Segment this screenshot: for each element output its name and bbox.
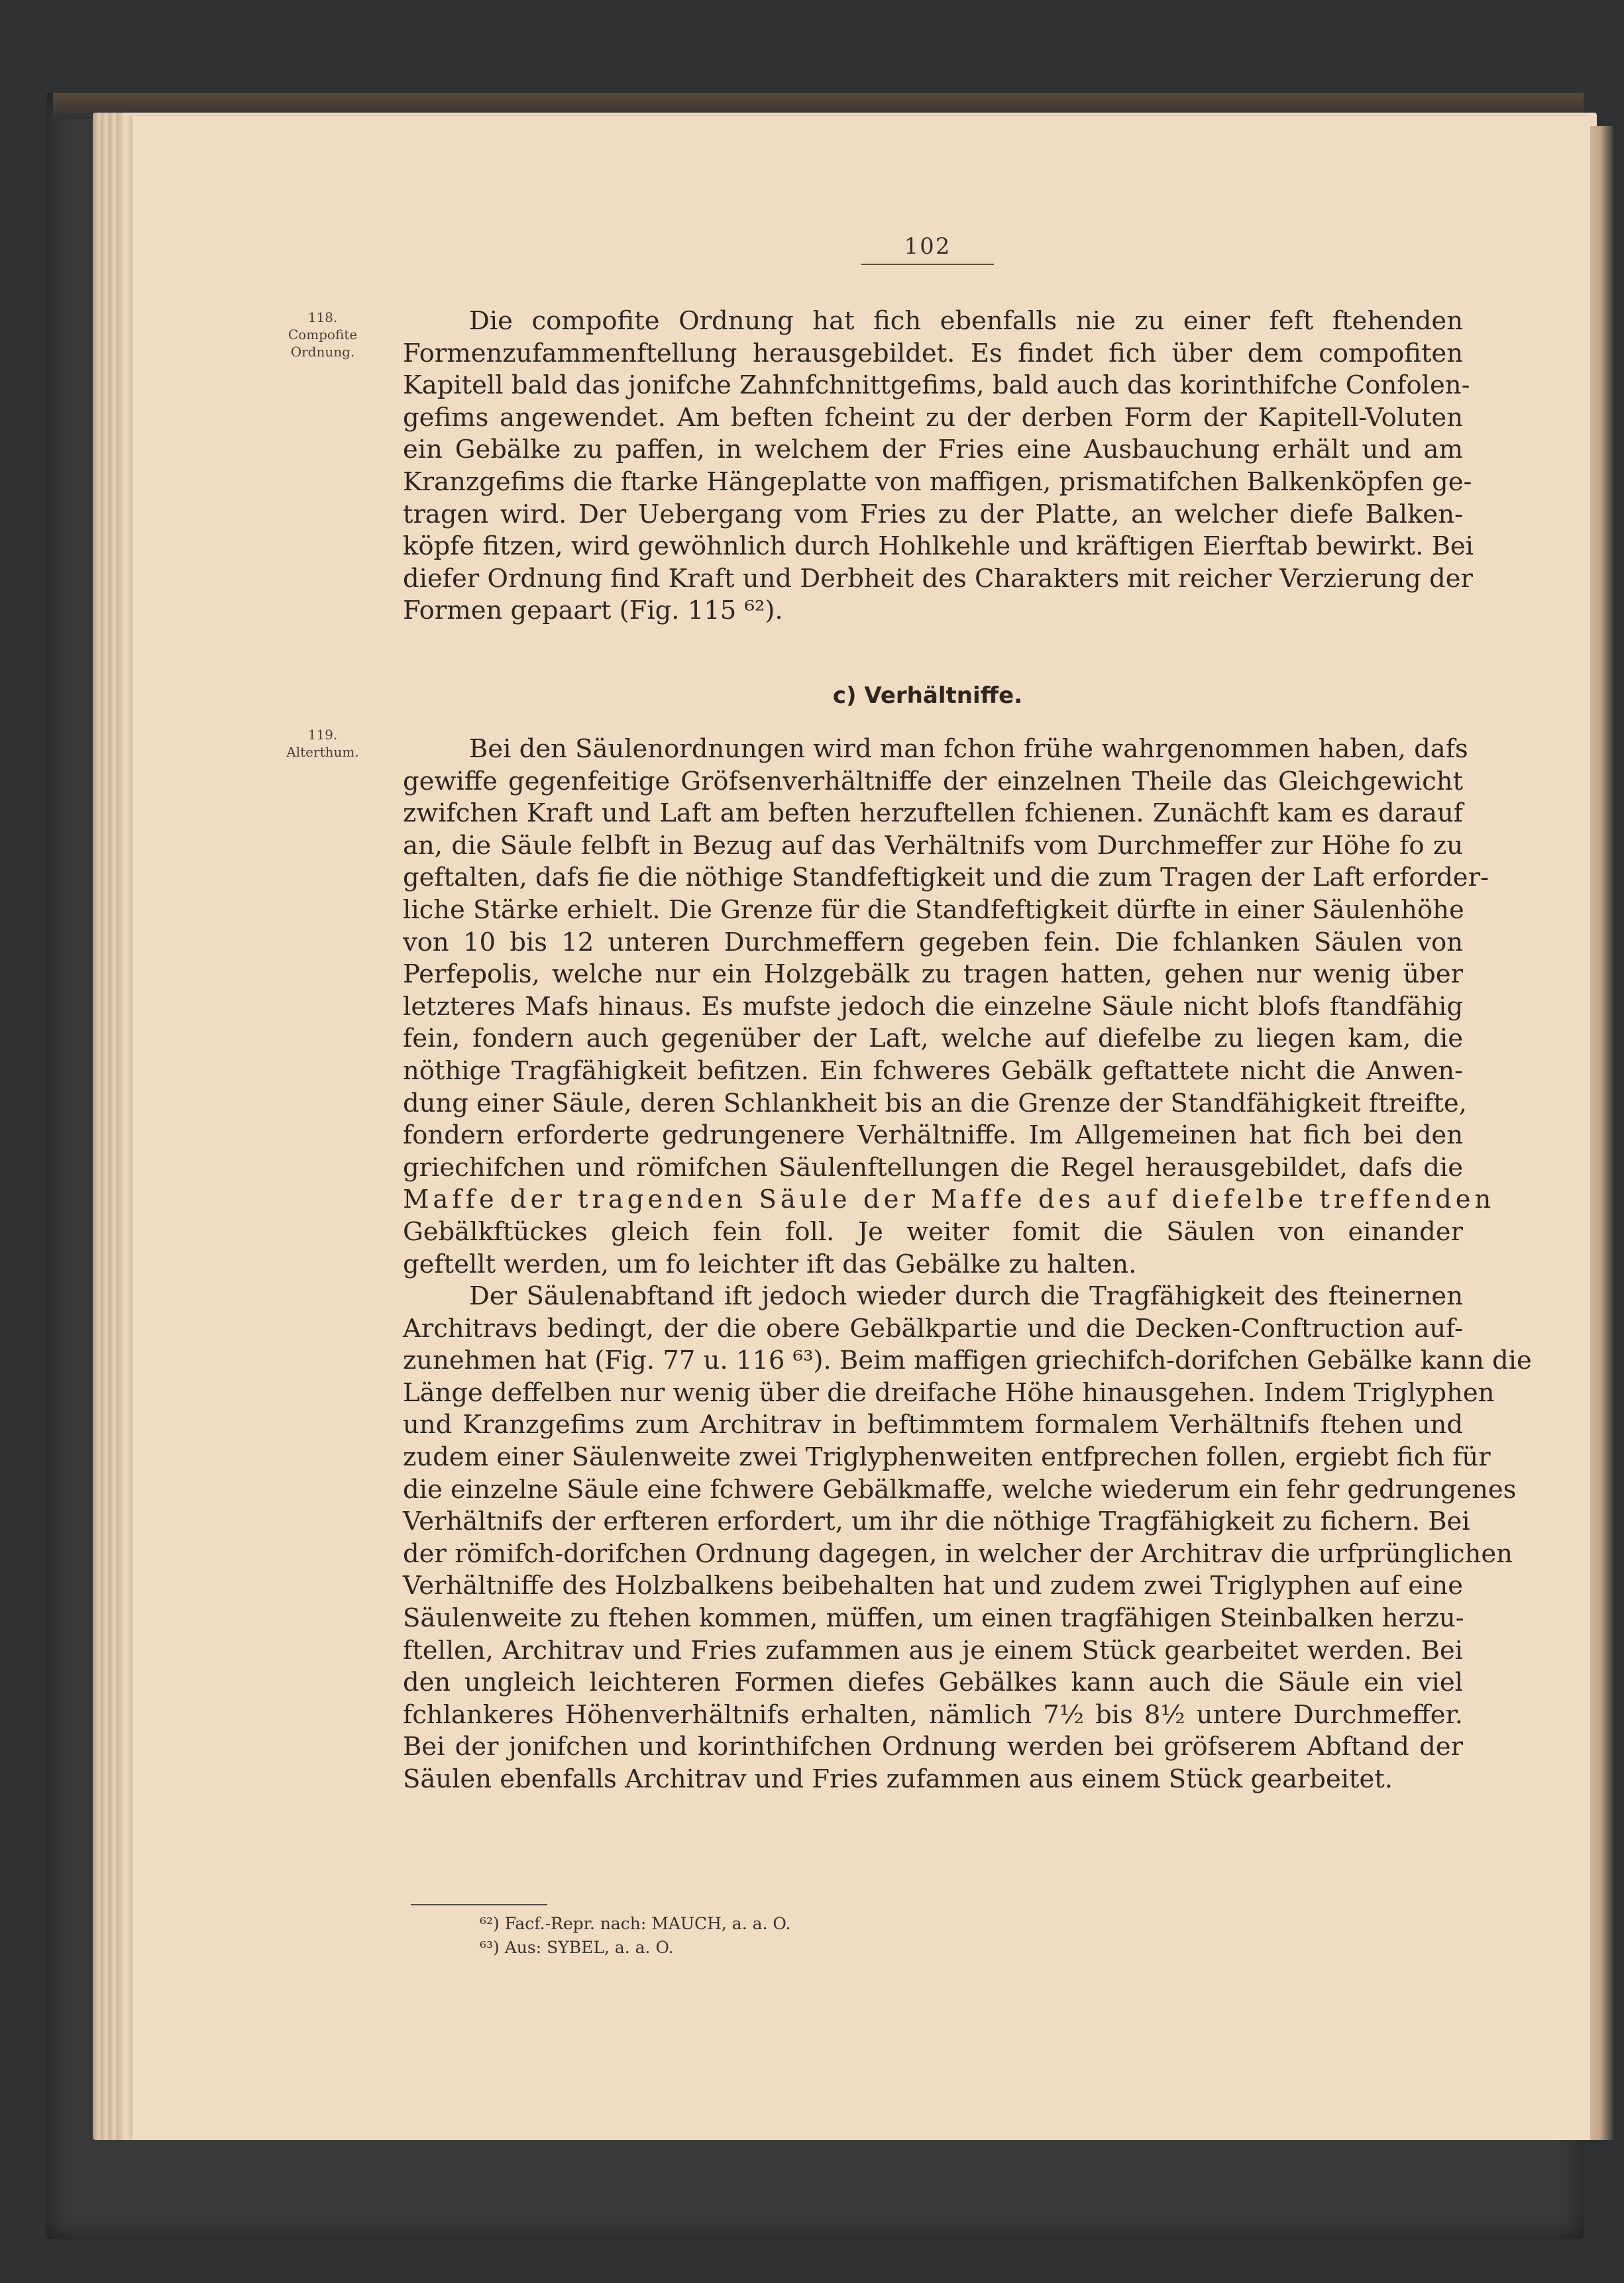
margin-note-line: Alterthum. [286, 744, 359, 760]
text-line: und Kranzgefims zum Architrav in beftimmtem formalem Verhältnifs ftehen und [403, 1410, 1463, 1440]
text-line: tragen wird. Der Uebergang vom Fries zu der Platte, an welcher diefe Balken- [403, 499, 1463, 529]
margin-note-number: 119. [307, 727, 338, 743]
text-line: den ungleich leichteren Formen diefes Gebälkes kann auch die Säule ein viel [403, 1668, 1463, 1698]
text-line: Architravs bedingt, der die obere Gebälkpartie und die Decken-Conftruction auf- [403, 1313, 1463, 1344]
text-line: Bei den Säulenordnungen wird man fchon frühe wahrgenommen haben, dafs [469, 734, 1468, 764]
text-line: Verhältnifs der erfteren erfordert, um ihr die nöthige Tragfähigkeit zu fichern. Bei [403, 1507, 1470, 1537]
text-line: geftalten, dafs fie die nöthige Standfeftigkeit und die zum Tragen der Laft erforder- [403, 863, 1489, 893]
text-line: Perfepolis, welche nur ein Holzgebälk zu tragen hatten, gehen nur wenig über [403, 959, 1463, 990]
text-line: an, die Säule felbft in Bezug auf das Verhältnifs vom Durchmeffer zur Höhe fo zu [403, 830, 1463, 861]
footnotes [480, 1912, 1076, 1960]
text-line: zudem einer Säulenweite zwei Triglyphenweiten entfprechen follen, ergiebt fich für [403, 1442, 1491, 1473]
footnote-rule [411, 1904, 547, 1905]
text-line: ein Gebälke zu paffen, in welchem der Fries eine Ausbauchung erhält und am [403, 435, 1463, 465]
page-number-rule [861, 264, 994, 265]
text-line: fchlankeres Höhenverhältnifs erhalten, nämlich 7½ bis 8½ untere Durchmeffer. [403, 1699, 1463, 1730]
text-line: fondern erforderte gedrungenere Verhältniffe. Im Allgemeinen hat fich bei den [403, 1120, 1463, 1151]
text-line: köpfe fitzen, wird gewöhnlich durch Hohlkehle und kräftigen Eierftab bewirkt. Bei [403, 531, 1474, 562]
margin-note-line: Ordnung. [290, 344, 355, 360]
text-line: nöthige Tragfähigkeit befitzen. Ein fchweres Gebälk geftattete nicht die Anwen- [403, 1055, 1463, 1086]
text-line: Säulenweite zu ftehen kommen, müffen, um einen tragfähigen Steinbalken herzu- [403, 1603, 1464, 1634]
text-line: fein, fondern auch gegenüber der Laft, welche auf diefelbe zu liegen kam, die [403, 1024, 1463, 1054]
text-line: Formenzufammenftellung herausgebildet. Es findet fich über dem compofiten [403, 338, 1463, 368]
text-line: Säulen ebenfalls Architrav und Fries zufammen aus einem Stück gearbeitet. [403, 1764, 1393, 1794]
text-line: geftellt werden, um fo leichter ift das Gebälke zu halten. [403, 1249, 1137, 1279]
section-heading: c) Verhältniffe. [832, 682, 1023, 709]
text-line: Länge deffelben nur wenig über die dreifache Höhe hinausgehen. Indem Triglyphen [403, 1377, 1495, 1408]
margin-note-119 [273, 726, 372, 761]
footnote-62: ⁶²) Facf.-Repr. nach: MAUCH, a. a. O. [480, 1914, 791, 1933]
page-number: 102 [904, 233, 951, 260]
text-line: zwifchen Kraft und Laft am beften herzuftellen fchienen. Zunächft kam es darauf [403, 798, 1463, 829]
text-line: die einzelne Säule eine fchwere Gebälkmaffe, welche wiederum ein fehr gedrungenes [403, 1474, 1517, 1505]
margin-note-118 [273, 309, 372, 360]
text-line: Die compofite Ordnung hat fich ebenfalls nie zu einer feft ftehenden [469, 306, 1463, 336]
text-line: gefims angewendet. Am beften fcheint zu der derben Form der Kapitell-Voluten [403, 402, 1463, 433]
text-line: Gebälkftückes gleich fein foll. Je weiter fomit die Säulen von einander [403, 1216, 1463, 1247]
footnote-63: ⁶³) Aus: SYBEL, a. a. O. [480, 1938, 674, 1957]
paragraph-composite-order [403, 305, 1474, 627]
text-line: zunehmen hat (Fig. 77 u. 116 ⁶³). Beim maffigen griechifch-dorifchen Gebälke kann die [403, 1346, 1532, 1376]
text-line: Der Säulenabftand ift jedoch wieder durch die Tragfähigkeit des fteinernen [469, 1281, 1463, 1312]
text-line: Verhältniffe des Holzbalkens beibehalten hat und zudem zwei Triglyphen auf eine [403, 1571, 1463, 1601]
paragraph-antiquity [403, 733, 1532, 1796]
text-line: Kranzgefims die ftarke Hängeplatte von maffigen, prismatifchen Balkenköpfen ge- [403, 466, 1472, 497]
text-line: ftellen, Architrav und Fries zufammen aus je einem Stück gearbeitet werden. Bei [403, 1635, 1463, 1666]
text-line: der römifch-dorifchen Ordnung dagegen, in welcher der Architrav die urfprünglichen [403, 1538, 1513, 1569]
text-line: dung einer Säule, deren Schlankheit bis an die Grenze der Standfähigkeit ftreifte, [403, 1088, 1467, 1118]
text-line: von 10 bis 12 unteren Durchmeffern gegeben fein. Die fchlanken Säulen von [403, 927, 1463, 957]
margin-note-line: Compofite [288, 327, 358, 343]
text-line: Kapitell bald das jonifche Zahnfchnittgefims, bald auch das korinthifche Confolen- [403, 370, 1470, 401]
text-line: letzteres Mafs hinaus. Es mufste jedoch die einzelne Säule nicht blofs ftandfähig [403, 991, 1463, 1022]
text-line: liche Stärke erhielt. Die Grenze für die Standfeftigkeit dürfte in einer Säulenhöhe [403, 894, 1464, 925]
text-line: Bei der jonifchen und korinthifchen Ordnung werden bei gröfserem Abftand der [403, 1732, 1463, 1762]
text-line-spaced: Maffe der tragenden Säule der Maffe des auf diefelbe treffenden [403, 1185, 1495, 1215]
text-line: gewiffe gegenfeitige Gröfsenverhältniffe der einzelnen Theile das Gleichgewicht [403, 766, 1463, 796]
margin-note-number: 118. [307, 309, 338, 325]
text-line: griechifchen und römifchen Säulenftellungen die Regel herausgebildet, dafs die [403, 1152, 1463, 1183]
text-line: diefer Ordnung find Kraft und Derbheit des Charakters mit reicher Verzierung der [403, 563, 1473, 594]
text-line: Formen gepaart (Fig. 115 ⁶²). [403, 596, 783, 626]
